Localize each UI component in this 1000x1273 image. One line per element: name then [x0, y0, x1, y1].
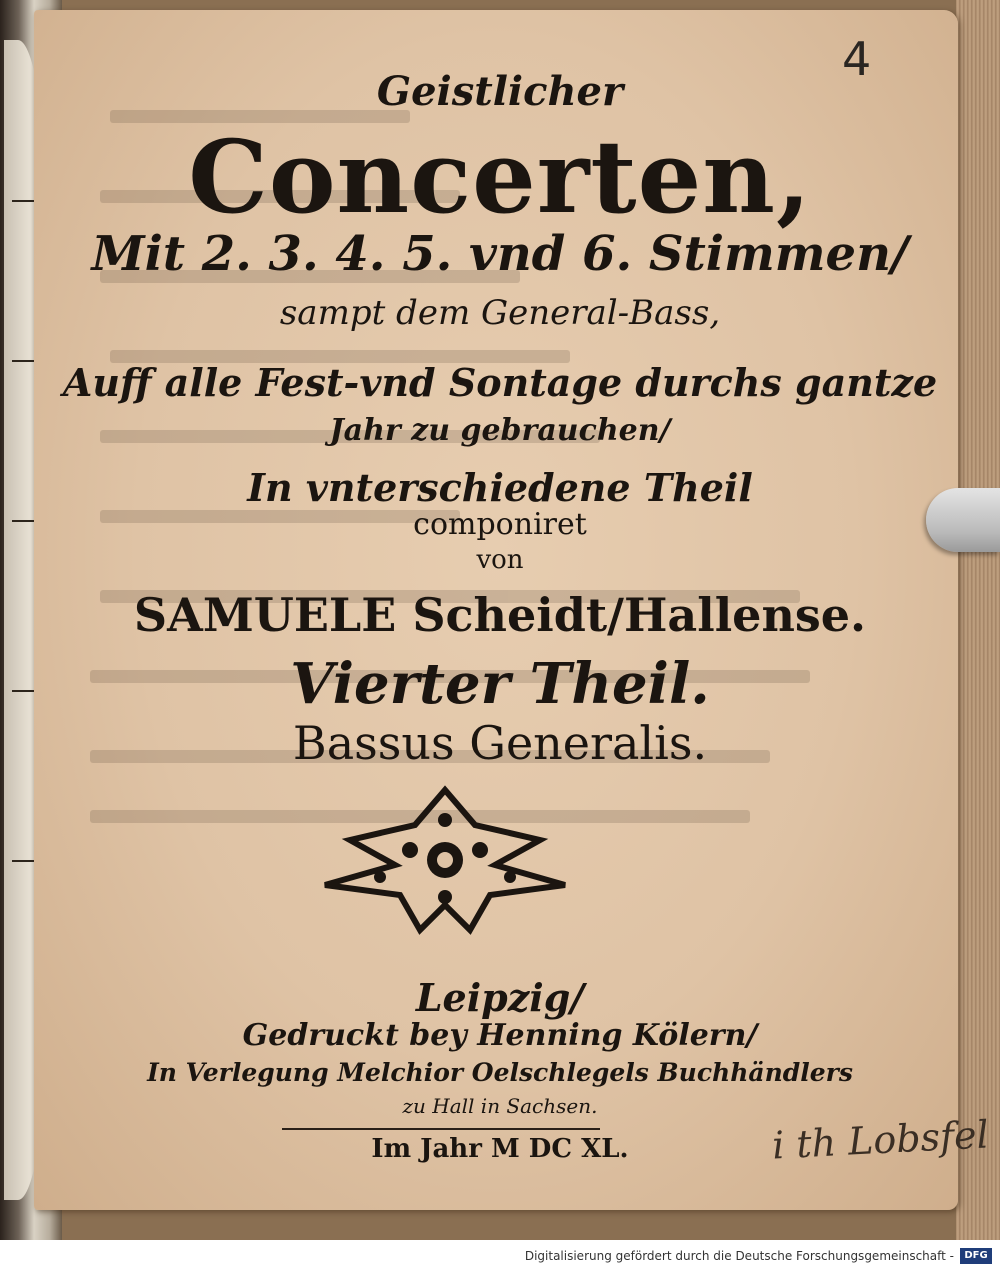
- line-componiret: componiret: [413, 507, 587, 542]
- imprint-place: Leipzig/: [415, 975, 585, 1020]
- bookmark-clip: [926, 488, 1000, 552]
- decorative-ornament: [320, 785, 570, 935]
- line-jahr: Jahr zu gebrauchen/: [329, 413, 671, 448]
- footer-bar: [0, 1240, 1000, 1273]
- imprint-publisher: In Verlegung Melchior Oelschlegels Buchhändlers: [147, 1058, 853, 1087]
- heading-concerten: Concerten,: [188, 118, 812, 236]
- handwritten-signature: i th Lobsfel: [770, 1112, 990, 1168]
- imprint-location: zu Hall in Sachsen.: [402, 1094, 598, 1118]
- funding-credit: Digitalisierung gefördert durch die Deutsche Forschungsgemeinschaft -: [524, 1249, 954, 1263]
- voice-part: Bassus Generalis.: [292, 716, 708, 770]
- line-general-bass: sampt dem General-Bass,: [279, 293, 721, 333]
- line-stimmen: Mit 2. 3. 4. 5. vnd 6. Stimmen/: [91, 226, 909, 282]
- divider-rule: [282, 1128, 600, 1130]
- page-number: 4: [842, 32, 872, 86]
- line-fest-sontage: Auff alle Fest-vnd Sontage durchs gantze: [62, 360, 938, 405]
- imprint-printer: Gedruckt bey Henning Kölern/: [242, 1018, 758, 1053]
- author-name: SAMUELE Scheidt/Hallense.: [133, 588, 867, 642]
- line-theil: In vnterschiedene Theil: [247, 465, 753, 510]
- dfg-logo: DFG: [960, 1248, 992, 1264]
- heading-geistlicher: Geistlicher: [376, 68, 624, 115]
- imprint-year: Im Jahr M DC XL.: [371, 1134, 629, 1164]
- line-von: von: [476, 545, 524, 575]
- part-title: Vierter Theil.: [290, 651, 710, 717]
